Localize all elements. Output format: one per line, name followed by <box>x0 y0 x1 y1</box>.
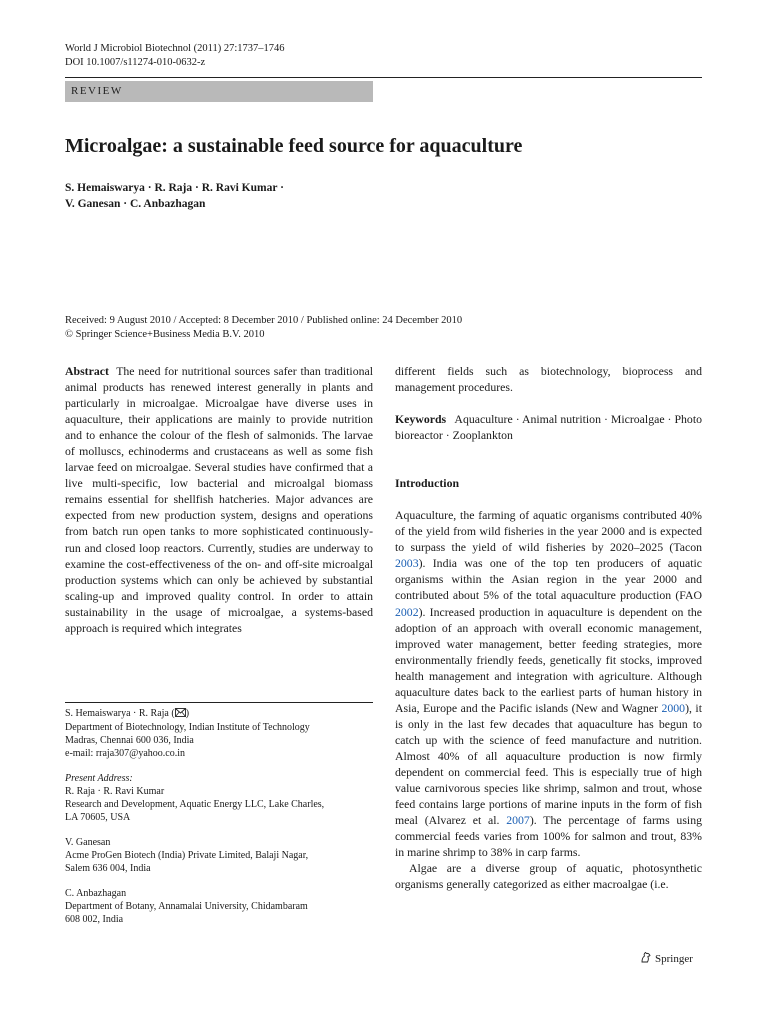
paper-title: Microalgae: a sustainable feed source for aquaculture <box>65 135 523 157</box>
keywords-label: Keywords <box>395 412 447 427</box>
affiliation-4-line-3: 608 002, India <box>65 914 124 925</box>
affiliation-2-line-2: Research and Development, Aquatic Energy LLC, Lake Charles, <box>65 799 325 810</box>
affiliation-4-line-2: Department of Botany, Annamalai University, Chidambaram <box>65 901 308 912</box>
article-history <box>65 314 462 342</box>
journal-header <box>65 42 285 70</box>
affiliation-1-names: S. Hemaiswarya · R. Raja ( <box>65 708 175 719</box>
citation-link-tacon[interactable]: 2003 <box>395 556 419 571</box>
affiliations <box>65 707 373 938</box>
affiliation-3-line-2: Acme ProGen Biotech (India) Private Limited, Balaji Nagar, <box>65 850 309 861</box>
intro-text-3: ). Increased production in aquaculture is dependent on the adoption of an approach with overall economic management, improved water management, better feeding strategies, more environmentally friendly feeds, genetically fit stocks, improved health management and integration with agriculture. Although aquaculture dates back to the earliest parts of human history in Asia, Europe and the Pacific islands (New and Wagner <box>395 604 702 715</box>
affiliation-3 <box>65 836 373 875</box>
footnote-rule <box>65 702 373 703</box>
affiliation-3-names: V. Ganesan <box>65 837 111 848</box>
keywords-text: Aquaculture · Animal nutrition · Microalgae · Photo bioreactor · Zooplankton <box>395 412 702 443</box>
abstract-continued: different fields such as biotechnology, bioprocess and management procedures. <box>395 364 702 395</box>
citation-link-new-wagner[interactable]: 2000 <box>661 700 686 715</box>
history-dates: Received: 9 August 2010 / Accepted: 8 December 2010 / Published online: 24 December 2010 <box>65 315 463 326</box>
journal-citation: World J Microbiol Biotechnol (2011) 27:1737–1746 <box>65 43 285 54</box>
affiliation-4-names: C. Anbazhagan <box>65 888 127 899</box>
author-list <box>65 180 284 212</box>
citation-link-fao[interactable]: 2002 <box>395 604 419 619</box>
springer-horse-icon <box>640 951 652 966</box>
right-column <box>395 363 702 892</box>
introduction-paragraph-2: Algae are a diverse group of aquatic, photosynthetic organisms generally categorized as either macroalgae (i.e. <box>395 861 702 892</box>
affiliation-1-line-2: Department of Biotechnology, Indian Institute of Technology <box>65 722 310 733</box>
article-type-badge: REVIEW <box>65 81 373 102</box>
introduction-paragraph-1 <box>395 507 702 860</box>
affiliation-3-line-3: Salem 636 004, India <box>65 863 151 874</box>
affiliation-1-names-end: ) <box>185 708 190 719</box>
affiliation-1 <box>65 707 373 760</box>
affiliation-4 <box>65 887 373 926</box>
introduction-heading: Introduction <box>395 476 460 491</box>
abstract <box>65 363 373 636</box>
abstract-label: Abstract <box>65 364 109 378</box>
keywords <box>395 411 702 443</box>
affiliation-2 <box>65 772 373 824</box>
present-address-label: Present Address: <box>65 773 133 784</box>
intro-text-2: ). India was one of the top ten producers of aquatic organisms within the Asian region in the year 2000 and contributed about 5% of the total aquaculture production (FAO <box>395 556 702 603</box>
authors-line-1: S. Hemaiswarya · R. Raja · R. Ravi Kumar · <box>65 182 284 194</box>
publisher-name: Springer <box>655 952 693 965</box>
publisher-logo <box>640 951 693 966</box>
affiliation-1-line-3: Madras, Chennai 600 036, India <box>65 735 194 746</box>
intro-text-1: Aquaculture, the farming of aquatic organisms contributed 40% of the yield from wild fisheries in the year 2000 and is expected to surpass the yield of wild fisheries by 2020–2025 (Tacon <box>395 508 702 555</box>
affiliation-2-line-3: LA 70605, USA <box>65 812 131 823</box>
authors-line-2: V. Ganesan · C. Anbazhagan <box>65 198 206 210</box>
left-column <box>65 363 373 636</box>
copyright: © Springer Science+Business Media B.V. 2010 <box>65 329 265 340</box>
affiliation-1-email[interactable]: e-mail: rraja307@yahoo.co.in <box>65 748 185 759</box>
header-rule <box>65 77 702 78</box>
intro-text-4: ), it is only in the last few decades that aquaculture has begun to catch up with the science of feed manufacture and nutrition. Almost 40% of all aquaculture production is now firmly dependent on commercial feed. This is especially true of high value carnivorous species like shrimp, salmon and trout, whose feed contains large portions of marine inputs in the form of fish meal (Alvarez et al. <box>395 700 702 828</box>
citation-link-alvarez[interactable]: 2007 <box>506 813 530 828</box>
envelope-icon[interactable] <box>175 708 186 721</box>
doi: DOI 10.1007/s11274-010-0632-z <box>65 57 206 68</box>
affiliation-2-names: R. Raja · R. Ravi Kumar <box>65 786 165 797</box>
intro-text-5: ). The percentage of farms using commercial feeds varies from 100% for salmon and trout, 83% in marine shrimp to 38% in carp farms. <box>395 813 702 860</box>
abstract-text: The need for nutritional sources safer than traditional animal products has renewed interest generally in plants and particularly in microalgae. Microalgae have diverse uses in aquaculture, their applications are mainly to provide nutrition and to enhance the colour of the flesh of salmonids. The larvae of molluscs, echinoderms and crustaceans as well as some fish larvae feed on microalgae. Several studies have confirmed that a live multi-specific, low bacterial and microalgal biomass remains essential for shellfish hatcheries. Major advances are expected from new production system, designs and operations from batch run open tanks to more sophisticated continuously-run and closed loop reactors. Currently, studies are underway to examine the cost-effectiveness of the on- and off-site microalgal production systems which can only be achieved by substantial scaling-up and improved quality control. In order to attain sustainability in the usage of microalgae, a systems-based approach is required which integrates <box>65 364 374 635</box>
